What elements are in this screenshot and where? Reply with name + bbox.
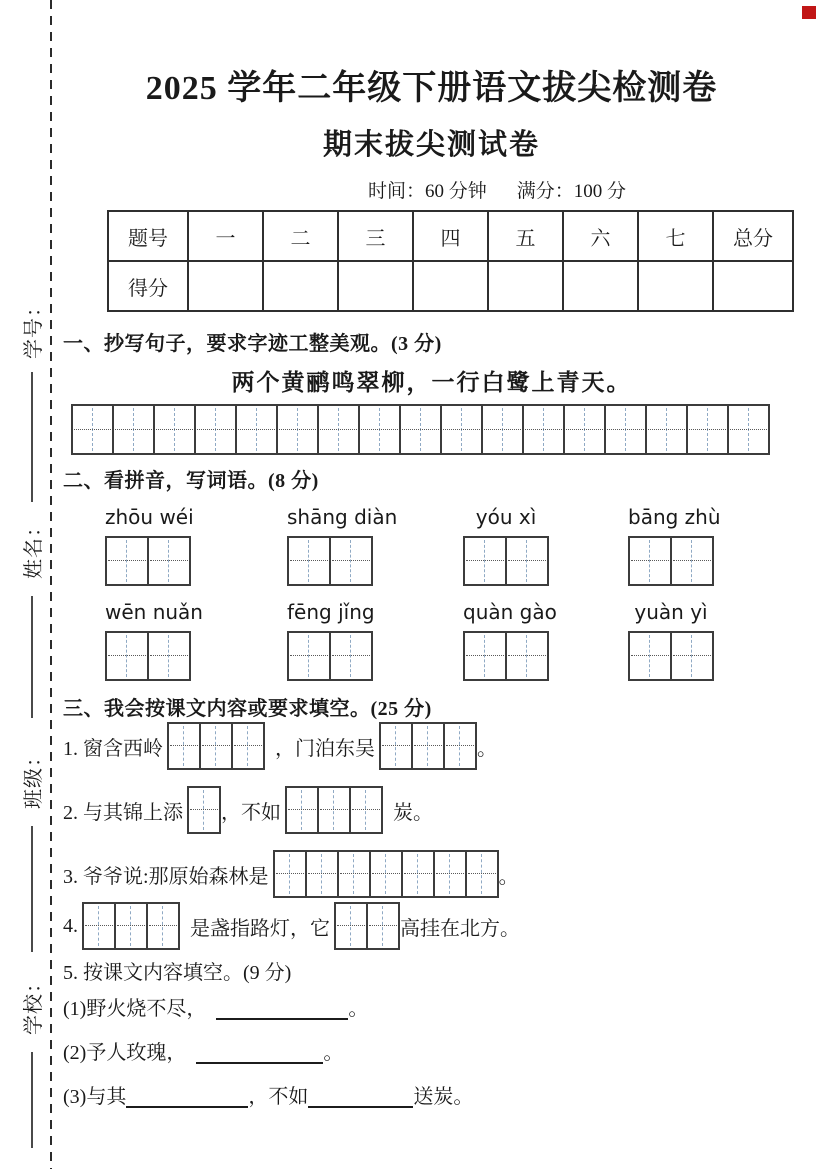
sub-1-text-pre: (1)野火烧不尽， [63, 998, 207, 1020]
item-2-text-end: 炭。 [393, 801, 433, 824]
question-col-7: 七 [638, 211, 713, 261]
item-5-heading-text: 5. 按课文内容填空。(9 分) [63, 962, 292, 984]
sub-3-text-end: 送炭。 [413, 1086, 474, 1108]
answer-grid [82, 902, 180, 950]
word-answer-box [463, 536, 549, 586]
tianzige-cell [630, 538, 672, 584]
tianzige-cell [114, 406, 155, 453]
tianzige-cell [445, 724, 475, 768]
tianzige-cell [507, 633, 547, 679]
item-3-text-pre: 3. 爷爷说:那原始森林是 [63, 865, 269, 888]
tianzige-cell [336, 904, 368, 948]
item-2-text-pre: 2. 与其锦上添 [63, 801, 183, 824]
tianzige-cell [237, 406, 278, 453]
pinyin-word: quàn gào [463, 600, 557, 624]
answer-grid [334, 902, 400, 950]
class-label [8, 738, 54, 816]
sub-2-text-pre: (2)予人玫瑰， [63, 1042, 187, 1064]
tianzige-cell [465, 633, 507, 679]
tianzige-cell [729, 406, 768, 453]
fill-item-3 [63, 850, 519, 898]
class-fill-line [31, 826, 33, 952]
item-1-text-mid: ，门泊东吴 [275, 737, 375, 760]
answer-blank-line [126, 1082, 248, 1108]
red-corner-mark [802, 6, 816, 19]
name-fill-line [31, 596, 33, 718]
word-answer-box [287, 536, 373, 586]
tianzige-cell [201, 724, 233, 768]
section-one-heading: 一、抄写句子，要求字迹工整美观。(3 分) [63, 333, 442, 355]
score-table-header-row [108, 211, 793, 261]
answer-grid [379, 722, 477, 770]
student-id-label [8, 288, 54, 366]
answer-grid [273, 850, 499, 898]
tianzige-cell [116, 904, 148, 948]
section-two-heading: 二、看拼音，写词语。(8 分) [63, 470, 319, 492]
tianzige-cell [401, 406, 442, 453]
pinyin-word: yóu xì [475, 505, 537, 529]
pinyin-word: shāng diàn [287, 505, 398, 529]
tianzige-cell [339, 852, 371, 896]
score-cell [263, 261, 338, 311]
copy-sentence: 两个黄鹂鸣翠柳，一行白鹭上青天。 [231, 370, 632, 395]
name-label-text: 姓名： [22, 515, 45, 579]
tianzige-cell [442, 406, 483, 453]
score-table [107, 210, 794, 312]
tianzige-cell [368, 904, 398, 948]
student-id-fill-line [31, 372, 33, 502]
sub-3-text-pre: (3)与其 [63, 1086, 127, 1108]
question-col-5: 五 [488, 211, 563, 261]
score-cell [338, 261, 413, 311]
fill-item-5-heading [63, 956, 291, 985]
word-answer-box [105, 631, 191, 681]
tianzige-cell [107, 538, 149, 584]
student-id-label-text: 学号： [22, 295, 45, 359]
tianzige-cell [672, 633, 712, 679]
total-score-header: 总分 [713, 211, 793, 261]
answer-grid [285, 786, 383, 834]
word-answer-box [463, 631, 549, 681]
item-4-text-pre: 4. [63, 914, 78, 937]
fill-item-1 [63, 722, 497, 770]
question-col-4: 四 [413, 211, 488, 261]
tianzige-cell [413, 724, 445, 768]
school-label [8, 964, 54, 1042]
tianzige-cell [149, 538, 189, 584]
score-cell [638, 261, 713, 311]
tianzige-cell [331, 633, 371, 679]
tianzige-cell [331, 538, 371, 584]
item-1-text-pre: 1. 窗含西岭 [63, 737, 163, 760]
pinyin-word: yuàn yì [634, 600, 708, 624]
score-row-label: 得分 [108, 261, 188, 311]
tianzige-cell [467, 852, 497, 896]
tianzige-cell [107, 633, 149, 679]
tianzige-cell [672, 538, 712, 584]
sub-1-text-end: 。 [348, 998, 369, 1020]
question-number-header: 题号 [108, 211, 188, 261]
page-subtitle: 期末拔尖测试卷 [322, 129, 540, 161]
item-5-sub-1 [63, 992, 368, 1021]
tianzige-cell [319, 406, 360, 453]
tianzige-cell [360, 406, 401, 453]
answer-blank-line [196, 1038, 323, 1064]
tianzige-cell [275, 852, 307, 896]
tianzige-cell [647, 406, 688, 453]
item-4-text-end: 高挂在北方。 [400, 917, 520, 940]
score-cell [713, 261, 793, 311]
tianzige-cell [73, 406, 114, 453]
question-col-1: 一 [188, 211, 263, 261]
exam-meta-line [368, 176, 626, 203]
tianzige-cell [289, 633, 331, 679]
tianzige-cell [630, 633, 672, 679]
tianzige-cell [278, 406, 319, 453]
question-col-2: 二 [263, 211, 338, 261]
pinyin-word: fēng jǐng [287, 600, 375, 624]
sub-2-text-end: 。 [323, 1042, 344, 1064]
score-row [108, 261, 793, 311]
pinyin-word: wēn nuǎn [105, 600, 203, 624]
word-answer-box [628, 631, 714, 681]
score-cell [188, 261, 263, 311]
time-limit-text: 时间：60 分钟 [368, 181, 487, 202]
tianzige-cell [287, 788, 319, 832]
tianzige-cell [381, 724, 413, 768]
section-three-heading: 三、我会按课文内容或要求填空。(25 分) [63, 698, 432, 720]
tianzige-cell [196, 406, 237, 453]
name-label [8, 508, 54, 586]
tianzige-cell [565, 406, 606, 453]
tianzige-cell [524, 406, 565, 453]
item-5-sub-3 [63, 1080, 473, 1109]
fill-item-2 [63, 786, 433, 834]
tianzige-cell [149, 633, 189, 679]
score-cell [488, 261, 563, 311]
tianzige-cell [465, 538, 507, 584]
score-cell [413, 261, 488, 311]
word-answer-box [628, 536, 714, 586]
pinyin-word: bāng zhù [628, 505, 721, 529]
tianzige-cell [319, 788, 351, 832]
item-3-text-end: 。 [498, 865, 519, 888]
question-col-6: 六 [563, 211, 638, 261]
tianzige-cell [84, 904, 116, 948]
answer-blank-line [216, 994, 348, 1020]
page-title: 2025 学年二年级下册语文拔尖检测卷 [145, 70, 718, 107]
class-label-text: 班级： [22, 745, 45, 809]
item-5-sub-2 [63, 1036, 343, 1065]
tianzige-cell [351, 788, 381, 832]
pinyin-word: zhōu wéi [105, 505, 194, 529]
tianzige-cell [189, 788, 219, 832]
tianzige-cell [289, 538, 331, 584]
tianzige-cell [307, 852, 339, 896]
full-score-text: 满分：100 分 [516, 181, 627, 202]
tianzige-cell [606, 406, 647, 453]
tianzige-cell [435, 852, 467, 896]
tianzige-cell [688, 406, 729, 453]
school-label-text: 学校： [22, 971, 45, 1035]
word-answer-box [287, 631, 373, 681]
sub-3-text-mid: ，不如 [248, 1086, 309, 1108]
item-4-text-mid: 是盏指路灯，它 [190, 917, 330, 940]
tianzige-cell [169, 724, 201, 768]
answer-blank-line [308, 1082, 413, 1108]
item-2-text-mid: ，不如 [221, 801, 281, 824]
question-col-3: 三 [338, 211, 413, 261]
tianzige-cell [483, 406, 524, 453]
item-1-text-end: 。 [477, 737, 497, 760]
word-answer-box [105, 536, 191, 586]
fill-item-4 [63, 902, 520, 950]
answer-grid [167, 722, 265, 770]
tianzige-cell [148, 904, 178, 948]
tianzige-cell [403, 852, 435, 896]
answer-grid [187, 786, 221, 834]
tianzige-cell [155, 406, 196, 453]
copy-practice-grid [71, 404, 770, 455]
school-fill-line [31, 1052, 33, 1148]
tianzige-cell [233, 724, 263, 768]
score-cell [563, 261, 638, 311]
tianzige-cell [507, 538, 547, 584]
tianzige-cell [371, 852, 403, 896]
